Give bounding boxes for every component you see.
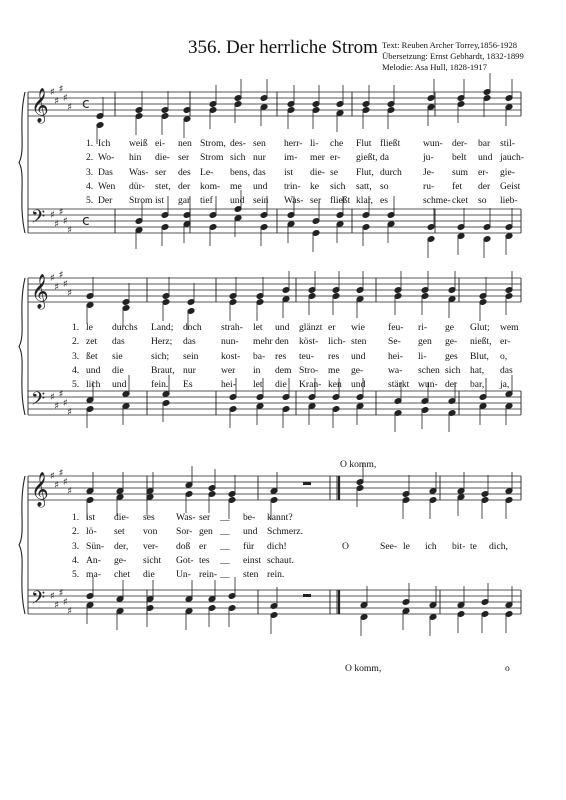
lyric-syllable: und: [253, 180, 268, 192]
lyric-syllable: ru-: [423, 180, 435, 192]
bass-clef-icon: 𝄢: [31, 588, 46, 613]
lyric-syllable: kom-: [200, 180, 221, 192]
lyric-syllable: ei-: [155, 138, 166, 149]
lyric-syllable: wa-: [388, 364, 403, 376]
lyric-syllable: schen: [418, 364, 440, 376]
lyric-syllable: stärkt: [388, 379, 410, 391]
lyric-syllable: let: [253, 322, 263, 333]
key-sharp: ♯: [50, 392, 55, 403]
lyric-syllable: Was-: [129, 166, 149, 178]
key-sharp: ♯: [62, 93, 68, 104]
refrain-syllable: le: [403, 540, 410, 552]
lyric-syllable: teu-: [299, 350, 314, 362]
lyric-syllable: feu-: [388, 322, 404, 333]
credit-text: Text: Reuben Archer Torrey,1856-1928: [382, 40, 518, 50]
lyric-syllable: Wo-: [98, 152, 115, 164]
lyric-syllable: chet: [114, 569, 130, 581]
lyric-syllable: durch: [380, 166, 402, 178]
lyric-syllable: und: [243, 526, 258, 538]
lyric-syllable: die-: [310, 166, 325, 178]
lyric-syllable: und: [275, 322, 290, 333]
lyric-syllable: sen: [253, 138, 266, 149]
rest-icon: [303, 594, 311, 597]
lyric-syllable: li-: [310, 138, 319, 149]
verse-number: 3.: [86, 166, 94, 178]
key-sharp: ♯: [54, 600, 60, 611]
lyric-syllable: le: [86, 322, 93, 333]
lyric-syllable: so: [380, 180, 389, 192]
key-sharp: ♯: [50, 210, 55, 221]
lyric-syllable: Das: [98, 166, 113, 178]
lyric-syllable: wer: [221, 364, 236, 376]
lyric-syllable: tief: [200, 195, 213, 207]
lyric-syllable: belt: [452, 152, 467, 164]
lyric-syllable: gie-: [500, 166, 515, 178]
lyric-syllable: bar,: [470, 379, 485, 391]
lyric-syllable: er: [199, 540, 207, 552]
lyric-syllable: gießt,: [356, 152, 378, 164]
lyric-syllable: ser: [178, 152, 190, 164]
lyric-syllable: Der: [98, 195, 113, 207]
lyric-syllable: zet: [86, 336, 98, 348]
lyric-syllable: hat,: [470, 364, 485, 376]
lyric-syllable: ken: [328, 379, 342, 391]
lyric-syllable: sein: [253, 195, 269, 207]
lyric-syllable: glänzt: [299, 322, 323, 333]
lyric-syllable: let: [253, 379, 263, 391]
lyric-syllable: sten: [351, 336, 367, 348]
lyric-syllable: Got-: [176, 554, 194, 566]
lyric-syllable: wun-: [418, 379, 438, 391]
lyric-syllable: der-: [452, 138, 468, 149]
lyric-syllable: wun-: [423, 138, 443, 149]
lyric-syllable: der: [445, 379, 458, 391]
lyric-syllable: che: [330, 138, 344, 149]
lyric-syllable: se: [330, 166, 338, 178]
lyric-syllable: Je-: [423, 166, 435, 178]
lyric-syllable: Geist: [500, 180, 521, 192]
refrain-syllable: See-: [380, 540, 398, 552]
lyric-syllable: Blut,: [470, 350, 489, 362]
refrain-syllable: O: [342, 540, 349, 552]
key-sharp: ♯: [54, 96, 60, 107]
verse-number: 1.: [72, 322, 80, 333]
lyric-syllable: me: [230, 180, 242, 192]
lyric-syllable: er-: [500, 336, 511, 348]
lyric-syllable: und: [351, 350, 366, 362]
lyric-syllable: die: [275, 379, 287, 391]
lyric-syllable: rein.: [267, 569, 285, 581]
lyric-syllable: den: [275, 336, 289, 348]
lyric-syllable: Wen: [98, 180, 116, 192]
lyric-syllable: Kran-: [299, 379, 322, 391]
verse-number: 1.: [72, 512, 80, 523]
lyric-syllable: wem: [500, 322, 519, 333]
treble-clef-icon: 𝄞: [31, 472, 49, 507]
lyric-syllable: dem: [275, 364, 292, 376]
lyric-syllable: er: [328, 322, 336, 333]
lyric-syllable: der: [478, 180, 491, 192]
key-sharp: ♯: [50, 273, 55, 284]
lyric-syllable: ja,: [500, 379, 510, 391]
lyric-syllable: das: [183, 336, 196, 348]
verse-number: 4.: [72, 554, 80, 566]
lyric-syllable: ges: [445, 350, 458, 362]
verse-number: 3.: [72, 350, 80, 362]
lyric-syllable: klar,: [356, 195, 373, 207]
key-sharp: ♯: [54, 282, 60, 293]
key-sharp: ♯: [54, 219, 60, 230]
lyric-syllable: sich: [330, 180, 346, 192]
lyric-syllable: köst-: [299, 336, 319, 348]
lyric-syllable: Herz;: [151, 336, 173, 348]
credit-melody: Melodie: Asa Hull, 1828-1917: [382, 62, 488, 72]
lyric-syllable: weiß: [129, 138, 148, 149]
lyric-syllable: so: [478, 195, 487, 207]
refrain-syllable: bit-: [452, 540, 466, 552]
lyric-syllable: im-: [284, 152, 298, 164]
lyric-syllable: kannt?: [267, 512, 293, 523]
lyric-syllable: Sor-: [176, 526, 193, 538]
key-sharp: ♯: [54, 401, 60, 412]
lyric-syllable: lich: [86, 379, 101, 391]
lyric-syllable: das: [253, 166, 266, 178]
treble-clef-icon: 𝄞: [31, 88, 49, 123]
lyric-syllable: und: [351, 379, 366, 391]
verse-number: 2.: [72, 336, 80, 348]
lyric-syllable: fließt: [330, 195, 351, 207]
lyric-syllable: Ich: [98, 138, 111, 149]
lyric-syllable: ma-: [86, 569, 101, 581]
key-sharp: ♯: [62, 279, 68, 290]
key-sharp: ♯: [62, 597, 68, 608]
lyric-syllable: durchs: [112, 322, 138, 333]
lyric-syllable: stil-: [500, 138, 515, 149]
lyric-syllable: und: [86, 364, 101, 376]
lyric-syllable: An-: [86, 554, 101, 566]
lyric-syllable: herr-: [284, 138, 303, 149]
lyric-syllable: ser: [199, 512, 211, 523]
key-sharp: ♯: [58, 270, 64, 281]
lyric-syllable: __: [220, 512, 230, 523]
lyric-syllable: von: [143, 526, 158, 538]
lyric-syllable: Se-: [388, 336, 401, 348]
refrain-syllable: dich,: [489, 540, 508, 552]
lyric-syllable: nen: [178, 138, 192, 149]
lyric-syllable: ser: [155, 166, 167, 178]
lyric-syllable: ist: [155, 195, 165, 207]
verse-number: 5.: [86, 195, 94, 207]
lyric-syllable: lich-: [328, 336, 346, 348]
lyric-syllable: er-: [478, 166, 489, 178]
treble-clef-icon: 𝄞: [31, 274, 49, 309]
key-sharp: ♯: [58, 468, 64, 479]
verse-number: 4.: [86, 180, 94, 192]
lyric-syllable: kost-: [221, 350, 241, 362]
lyric-syllable: gen: [418, 336, 432, 348]
lyric-syllable: schme-: [423, 195, 451, 207]
lyric-syllable: Flut: [356, 138, 372, 149]
lyric-syllable: hei-: [388, 350, 403, 362]
lyric-syllable: Flut,: [356, 166, 374, 178]
lyric-syllable: ge-: [114, 554, 127, 566]
key-sharp: ♯: [67, 606, 73, 617]
hymn-number: 356.: [188, 37, 222, 58]
lyric-syllable: sich: [230, 152, 246, 164]
lyric-syllable: Stro-: [299, 364, 319, 376]
key-sharp: ♯: [58, 588, 64, 599]
lyric-syllable: cket: [452, 195, 468, 207]
lyric-syllable: die-: [155, 152, 170, 164]
key-sharp: ♯: [62, 477, 68, 488]
lyric-syllable: strah-: [221, 322, 243, 333]
lyric-syllable: Braut,: [151, 364, 175, 376]
lyric-syllable: ba-: [253, 350, 266, 362]
hymn-name: Der herrliche Strom: [226, 37, 378, 58]
verse-number: 2.: [72, 526, 80, 538]
lyric-syllable: ßet: [86, 350, 98, 362]
lyric-syllable: li-: [418, 350, 427, 362]
rest-icon: [303, 482, 311, 485]
key-sharp: ♯: [58, 389, 64, 400]
key-sharp: ♯: [62, 398, 68, 409]
lyric-syllable: lö-: [86, 526, 97, 538]
lyric-syllable: ju-: [423, 152, 434, 164]
verse-number: 1.: [86, 138, 94, 149]
lyric-syllable: die: [143, 569, 155, 581]
key-sharp: ♯: [50, 87, 55, 98]
lyric-syllable: hin: [129, 152, 142, 164]
lyric-syllable: mehr: [253, 336, 273, 348]
verse-number: 4.: [72, 364, 80, 376]
key-sharp: ♯: [50, 471, 55, 482]
lyric-syllable: ge-: [351, 364, 364, 376]
key-sharp: ♯: [67, 288, 73, 299]
lyric-syllable: Es: [183, 379, 193, 391]
lyric-syllable: und: [230, 195, 245, 207]
key-sharp: ♯: [58, 84, 64, 95]
key-sharp: ♯: [67, 407, 73, 418]
lyric-syllable: __: [220, 569, 230, 581]
lyric-syllable: Sün-: [86, 540, 105, 552]
lyric-syllable: res: [328, 350, 340, 362]
lyric-syllable: ke: [310, 180, 320, 192]
lyric-syllable: Glut;: [470, 322, 490, 333]
lyric-syllable: der,: [114, 540, 129, 552]
lyric-syllable: doch: [183, 322, 202, 333]
lyric-syllable: und: [478, 152, 493, 164]
lyric-syllable: nur: [183, 364, 196, 376]
lyric-syllable: lieb-: [500, 195, 518, 207]
lyric-syllable: der: [178, 180, 191, 192]
lyric-syllable: sum: [452, 166, 468, 178]
lyric-syllable: satt,: [356, 180, 372, 192]
bass-clef-icon: 𝄢: [31, 389, 46, 414]
lyric-syllable: Schmerz.: [267, 526, 303, 538]
key-sharp: ♯: [58, 207, 64, 218]
lyric-syllable: Land;: [151, 322, 174, 333]
lyric-syllable: Was-: [284, 195, 304, 207]
lyric-syllable: res: [275, 350, 287, 362]
lyric-syllable: bar: [478, 138, 491, 149]
lyric-syllable: nur: [253, 152, 266, 164]
lyric-syllable: das: [500, 364, 513, 376]
lyric-syllable: dür-: [129, 180, 145, 192]
lyric-syllable: fein.: [151, 379, 169, 391]
lyric-syllable: sie: [112, 350, 123, 362]
lyric-syllable: Le-: [200, 166, 214, 178]
lyric-syllable: me: [328, 364, 340, 376]
lyric-syllable: schaut.: [267, 554, 294, 566]
system-2-brace: [19, 278, 25, 415]
lyric-syllable: für: [243, 540, 255, 552]
lyric-syllable: des-: [230, 138, 246, 149]
lyric-syllable: ge-: [445, 336, 458, 348]
lyric-syllable: dich!: [267, 540, 287, 552]
key-sharp: ♯: [54, 480, 60, 491]
lyric-syllable: die: [112, 364, 124, 376]
lyric-syllable: fließt: [380, 138, 401, 149]
lyric-syllable: in: [253, 364, 261, 376]
lyric-syllable: das: [112, 336, 125, 348]
lyric-syllable: hei-: [221, 379, 236, 391]
lyric-syllable: ist: [284, 166, 294, 178]
lyric-syllable: und: [112, 379, 127, 391]
lyric-syllable: sten: [243, 569, 259, 581]
bass-clef-icon: 𝄢: [31, 207, 46, 232]
refrain-syllable: ich: [425, 540, 437, 552]
lyric-syllable: sich: [445, 364, 461, 376]
refrain-syllable: te: [470, 540, 477, 552]
lyric-syllable: doß: [176, 540, 191, 552]
lyric-syllable: ser: [310, 195, 322, 207]
verse-number: 5.: [72, 379, 80, 391]
verse-number: 3.: [72, 540, 80, 552]
lyric-syllable: einst: [243, 554, 262, 566]
key-sharp: ♯: [50, 591, 55, 602]
lyric-syllable: ist: [86, 512, 96, 523]
lyric-syllable: ver-: [143, 540, 159, 552]
key-sharp: ♯: [67, 225, 73, 236]
lyric-syllable: Un-: [176, 569, 191, 581]
system-3-brace: [19, 476, 25, 614]
lyric-syllable: bens,: [230, 166, 250, 178]
lyric-syllable: es: [380, 195, 388, 207]
lyric-syllable: sicht: [143, 554, 162, 566]
lyric-syllable: stet,: [155, 180, 171, 192]
key-sharp: ♯: [62, 216, 68, 227]
system-1-brace: [19, 92, 25, 233]
lyric-syllable: mer: [310, 152, 325, 164]
refrain-label-bottom-right: o: [505, 663, 510, 674]
lyric-syllable: gar: [178, 195, 191, 207]
lyric-syllable: ge: [445, 322, 455, 333]
lyric-syllable: wie: [351, 322, 365, 333]
lyric-syllable: __: [220, 554, 230, 566]
lyric-syllable: Strom: [200, 152, 224, 164]
lyric-syllable: set: [114, 526, 125, 538]
lyric-syllable: da: [380, 152, 390, 164]
lyric-syllable: __: [220, 526, 230, 538]
lyric-syllable: er-: [330, 152, 341, 164]
verse-number: 2.: [86, 152, 94, 164]
lyric-syllable: die-: [114, 512, 129, 523]
lyric-syllable: __: [220, 540, 230, 552]
verse-number: 5.: [72, 569, 80, 581]
lyric-syllable: gen: [199, 526, 213, 538]
lyric-syllable: fet: [452, 180, 463, 192]
lyric-syllable: ses: [143, 512, 155, 523]
lyric-syllable: nießt,: [470, 336, 492, 348]
refrain-label-bottom-left: O komm,: [345, 663, 382, 674]
lyric-syllable: trin-: [284, 180, 301, 192]
lyric-syllable: Strom: [129, 195, 153, 207]
lyric-syllable: Strom,: [200, 138, 226, 149]
lyric-syllable: sein: [183, 350, 199, 362]
lyric-syllable: Was-: [176, 512, 196, 523]
key-sharp: ♯: [67, 102, 73, 113]
lyric-syllable: rein-: [199, 569, 218, 581]
lyric-syllable: o,: [500, 350, 508, 362]
time-signature: c: [82, 213, 90, 229]
refrain-label-top: O komm,: [340, 459, 377, 470]
key-sharp: ♯: [67, 486, 73, 497]
lyric-syllable: nun-: [221, 336, 239, 348]
lyric-syllable: sich;: [151, 350, 170, 362]
time-signature: c: [82, 96, 90, 112]
lyric-syllable: tes: [199, 554, 210, 566]
lyric-syllable: be-: [243, 512, 256, 523]
lyric-syllable: jauch-: [500, 152, 524, 164]
credit-translation: Übersetzung: Ernst Gebhardt, 1832-1899: [382, 51, 524, 61]
lyric-syllable: ri-: [418, 322, 428, 333]
lyric-syllable: des: [178, 166, 191, 178]
